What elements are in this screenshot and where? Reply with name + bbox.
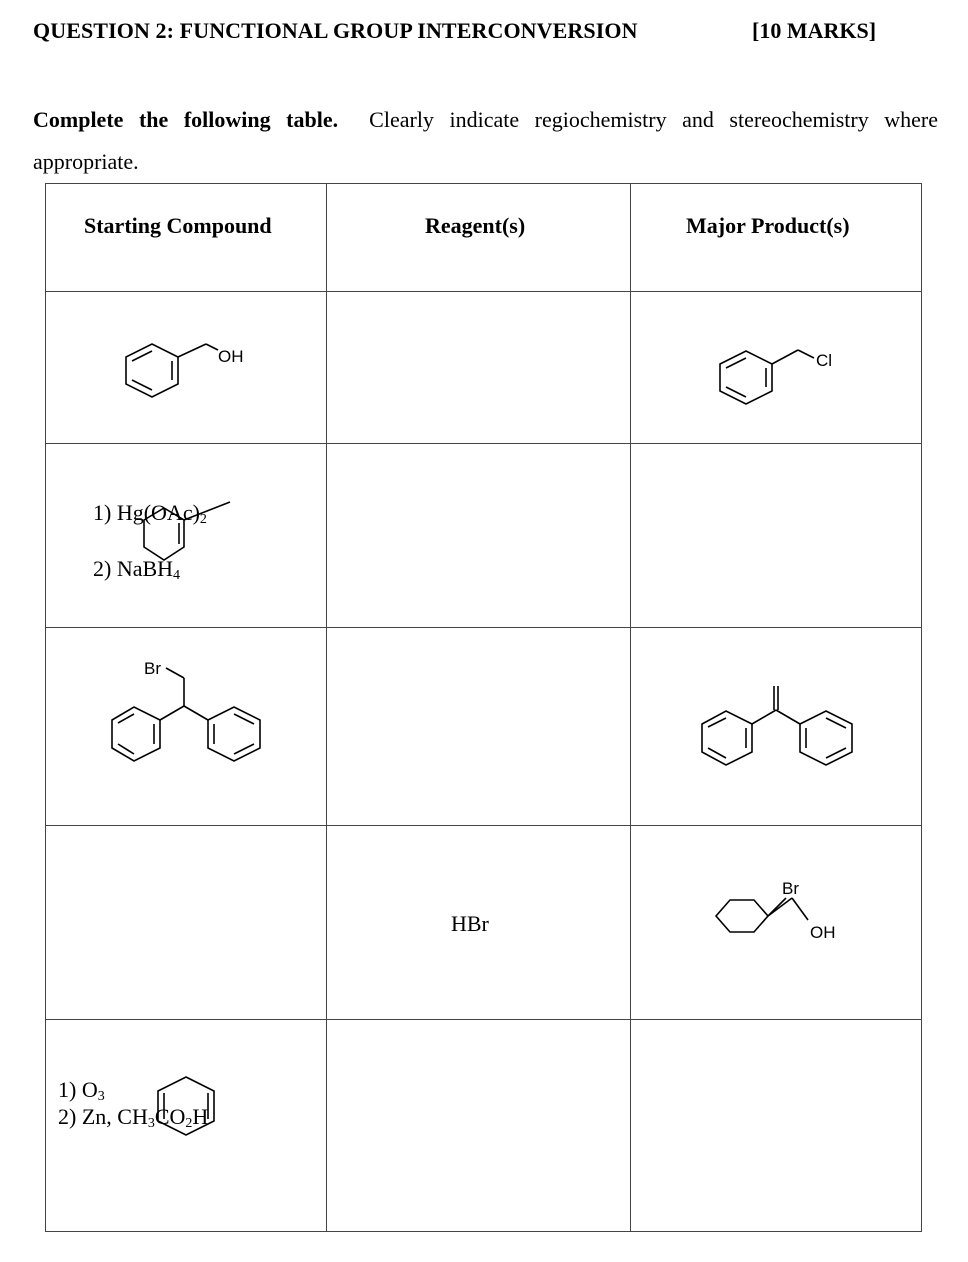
chain-bond	[178, 344, 206, 357]
product-label-br: Br	[782, 879, 799, 898]
benzene-ring	[208, 707, 260, 761]
reagent-step-2: 2) NaBH$_4$	[93, 556, 181, 583]
column-divider	[326, 184, 327, 1231]
chain-bond	[768, 898, 792, 916]
row-divider	[46, 627, 921, 628]
reagent-step-1: 1) $Hg(OAc)_2$	[93, 500, 207, 527]
instructions	[33, 99, 938, 183]
benzene-ring	[126, 344, 178, 397]
row-divider	[46, 1019, 921, 1020]
start-label-br: Br	[144, 659, 161, 678]
row-divider	[46, 291, 921, 292]
structure-phenylethanol	[126, 344, 266, 414]
chain-bond	[772, 350, 798, 364]
benzene-ring	[702, 711, 752, 765]
reagent-hbr: HBr	[451, 911, 489, 936]
column-divider	[630, 184, 631, 1231]
start-label-oh: OH	[218, 347, 244, 366]
row-divider	[46, 443, 921, 444]
benzene-ring	[720, 351, 772, 404]
chain-bond	[206, 344, 218, 350]
benzene-ring	[112, 707, 160, 761]
structure-bromide-start	[112, 654, 272, 774]
marks-label: [10 MARKS]	[752, 18, 877, 43]
chain-bond	[776, 710, 800, 724]
instructions-rest: Clearly indicate regiochemistry and stereochemistry where appropriate.	[33, 107, 938, 174]
structure-diphenylethene	[702, 684, 862, 774]
product-label-oh: OH	[810, 923, 836, 942]
benzene-ring	[800, 711, 852, 765]
row-divider	[46, 825, 921, 826]
conversion-table	[45, 183, 922, 1232]
header-starting-compound: Starting Compound	[84, 213, 272, 238]
chain-bond	[792, 898, 808, 920]
cyclohexane-ring	[716, 900, 768, 932]
reagent-ozonolysis-step-2: 2) Zn, $CH_3CO_2H$	[58, 1104, 209, 1131]
instructions-bold: Complete the following table.	[33, 107, 339, 132]
chain-bond	[752, 710, 776, 724]
chain-bond	[166, 668, 184, 678]
chain-bond	[160, 706, 184, 720]
header-major-products: Major Product(s)	[686, 213, 850, 238]
header-reagents: Reagent(s)	[425, 213, 526, 238]
reagent-ozonolysis-step-1: 1) $O_3$	[58, 1077, 105, 1104]
chain-bond	[184, 706, 208, 720]
product-label-cl: Cl	[816, 351, 833, 370]
structure-chloride-product	[720, 344, 860, 414]
structure-bromohydrin-product	[716, 880, 856, 960]
question-title: QUESTION 2: FUNCTIONAL GROUP INTERCONVERSION	[33, 18, 638, 43]
chain-bond	[798, 350, 814, 358]
